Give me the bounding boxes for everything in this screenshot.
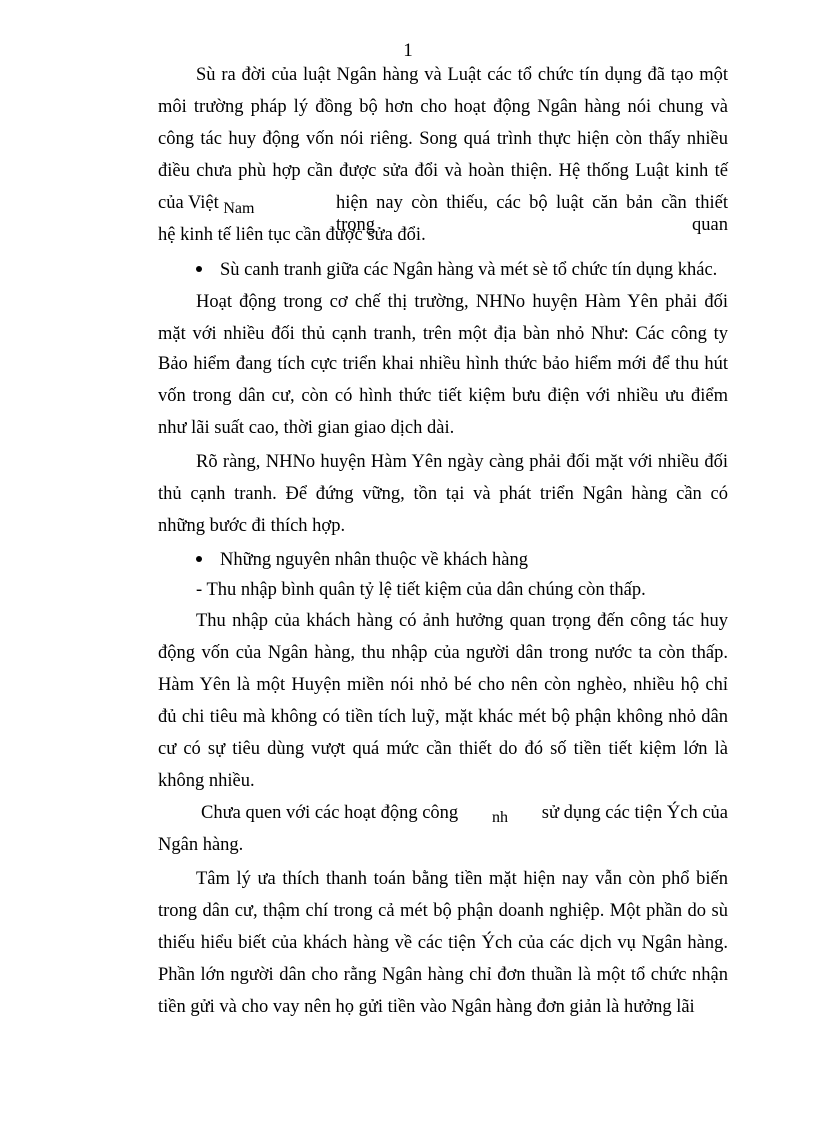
paragraph-line: những bước đi thích hợp.: [158, 516, 346, 536]
text-span: nh: [491, 809, 508, 826]
paragraph-line: mặt với nhiều đối thủ cạnh tranh, trên một địa bàn nhỏ Như: Các công ty: [158, 324, 728, 344]
paragraph-line: như lãi suất cao, thời gian giao dịch dài.: [158, 418, 455, 438]
paragraph-line: đủ chi tiêu mà không có tiền tích luỹ, mặt khác mét bộ phận không nhỏ dân: [158, 707, 728, 727]
text-span: Nam: [223, 200, 255, 217]
text-span: sử dụng các tiện Ých của: [541, 803, 728, 823]
paragraph-line: Hoạt động trong cơ chế thị trường, NHNo huyện Hàm Yên phải đối: [196, 292, 728, 312]
paragraph-line: không nhiều.: [158, 771, 255, 791]
paragraph-line: Hàm Yên là một Huyện miền nói nhỏ bé cho nên còn nghèo, nhiều hộ chỉ: [158, 675, 728, 695]
paragraph-line: tiền gửi và cho vay nên họ gửi tiền vào Ngân hàng đơn giản là hưởng lãi: [158, 997, 695, 1017]
paragraph-line: Tâm lý ưa thích thanh toán bằng tiền mặt hiện nay vẫn còn phổ biến: [196, 869, 728, 889]
paragraph-line: [201, 802, 728, 824]
bullet-icon: [196, 556, 202, 562]
paragraph-line: động vốn của Ngân hàng, thu nhập của người dân trong nước ta còn thấp.: [158, 643, 728, 663]
bullet-item: [196, 259, 766, 281]
text-span: hiện nay còn thiếu, các bộ luật căn bản cần thiết trong quan: [336, 193, 728, 235]
paragraph-line: điều chưa phù hợp cần được sửa đổi và hoàn thiện. Hệ thống Luật kinh tế: [158, 161, 728, 181]
paragraph-line: cư có sự tiêu dùng vượt quá mức cần thiết do đó số tiền tiết kiệm lớn là: [158, 739, 728, 759]
text-span: Chưa quen với các hoạt động công: [201, 803, 459, 823]
paragraph-line: công tác huy động vốn nói riêng. Song quá trình thực hiện còn thấy nhiều: [158, 129, 728, 149]
bullet-text: Sù canh tranh giữa các Ngân hàng và mét sè tổ chức tín dụng khác.: [220, 260, 718, 280]
page-number: 1: [403, 40, 413, 61]
paragraph-line: - Thu nhập bình quân tỷ lệ tiết kiệm của dân chúng còn thấp.: [196, 580, 646, 600]
paragraph-line: Phần lớn người dân cho rằng Ngân hàng chỉ đơn thuần là một tổ chức nhận: [158, 965, 728, 985]
paragraph-line: Thu nhập của khách hàng có ảnh hưởng quan trọng đến công tác huy: [196, 611, 728, 631]
paragraph-line: thủ cạnh tranh. Để đứng vững, tồn tại và phát triển Ngân hàng cần có: [158, 484, 728, 504]
bullet-icon: [196, 266, 202, 272]
paragraph-line: môi trường pháp lý đồng bộ hơn cho hoạt động Ngân hàng nói chung và: [158, 97, 728, 117]
paragraph-line: Bảo hiểm đang tích cực triển khai nhiều hình thức bảo hiểm mới để thu hút: [158, 354, 728, 374]
paragraph-line: hệ kinh tế liên tục cần được sửa đổi.: [158, 225, 426, 245]
bullet-text: Những nguyên nhân thuộc về khách hàng: [220, 550, 529, 570]
bullet-item: [196, 549, 766, 571]
paragraph-line: Sù ra đời của luật Ngân hàng và Luật các tổ chức tín dụng đã tạo một: [196, 65, 728, 85]
text-span: của Việt: [158, 193, 219, 213]
paragraph-line: Ngân hàng.: [158, 835, 244, 855]
paragraph-line: thiếu hiểu biết của khách hàng về các tiện Ých của các dịch vụ Ngân hàng.: [158, 933, 728, 953]
paragraph-line: Rõ ràng, NHNo huyện Hàm Yên ngày càng phải đối mặt với nhiều đối: [196, 452, 728, 472]
paragraph-line: vốn trong dân cư, còn có hình thức tiết kiệm bưu điện với nhiều ưu điểm: [158, 386, 728, 406]
paragraph-line: trong dân cư, thậm chí trong cả mét bộ phận doanh nghiệp. Một phần do sù: [158, 901, 728, 921]
